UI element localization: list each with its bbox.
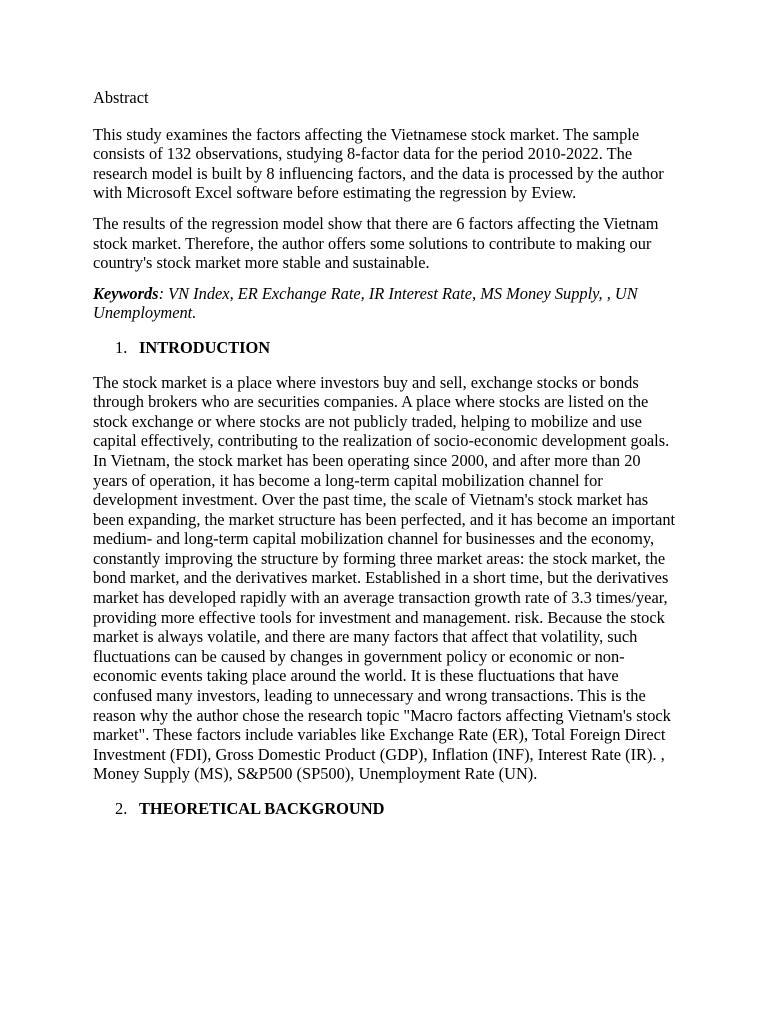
abstract-paragraph-1: This study examines the factors affecting the Vietnamese stock market. The sample consists of 132 observations, studying 8-factor data for the period 2010-2022. The research model is built by 8 influencing factors, and the data is processed by the author with Microsoft Excel software before estimating the regression by Eview. [93, 124, 664, 203]
introduction-paragraph: The stock market is a place where investors buy and sell, exchange stocks or bonds through brokers who are securities companies. A place where stocks are listed on the stock exchange or where stocks are not publicly traded, helping to mobilize and use capital effectively, contributing to the realization of socio-economic development goals. In Vietnam, the stock market has been operating since 2000, and after more than 20 years of operation, it has become a long-term capital mobilization channel for development investment. Over the past time, the scale of Vietnam's stock market has been expanding, the market structure has been perfected, and it has become an important medium- and long-term capital mobilization channel for businesses and the economy, constantly improving the structure by forming three market areas: the stock market, the bond market, and the derivatives market. Established in a short time, but the derivatives market has developed rapidly with an average transaction growth rate of 3.3 times/year, providing more effective tools for investment and management. risk. Because the stock market is always volatile, and there are many factors that affect that volatility, such fluctuations can be caused by changes in government policy or economic or non-economic events taking place around the world. It is these fluctuations that have confused many investors, leading to unnecessary and wrong transactions. This is the reason why the author chose the research topic "Macro factors affecting Vietnam's stock market". These factors include variables like Exchange Rate (ER), Total Foreign Direct Investment (FDI), Gross Domestic Product (GDP), Inflation (INF), Interest Rate (IR). , Money Supply (MS), S&P500 (SP500), Unemployment Rate (UN). [93, 372, 676, 784]
section-title: INTRODUCTION [139, 337, 271, 357]
section-heading-introduction [93, 338, 678, 358]
section-heading-theoretical-background [93, 799, 678, 819]
section-title: THEORETICAL BACKGROUND [139, 799, 385, 818]
section-number: 2. [115, 799, 128, 818]
document-content [93, 88, 678, 834]
keywords-label: Keywords [93, 283, 159, 303]
section-number: 1. [115, 337, 128, 357]
keywords-text: : VN Index, ER Exchange Rate, IR Interest Rate, MS Money Supply, , UN Unemployment. [93, 283, 638, 323]
abstract-heading: Abstract [93, 88, 149, 107]
keywords-line [93, 284, 678, 323]
abstract-paragraph-2: The results of the regression model show that there are 6 factors affecting the Vietnam stock market. Therefore, the author offers some solutions to contribute to making our country's stock market more stable and sustainable. [93, 213, 659, 273]
